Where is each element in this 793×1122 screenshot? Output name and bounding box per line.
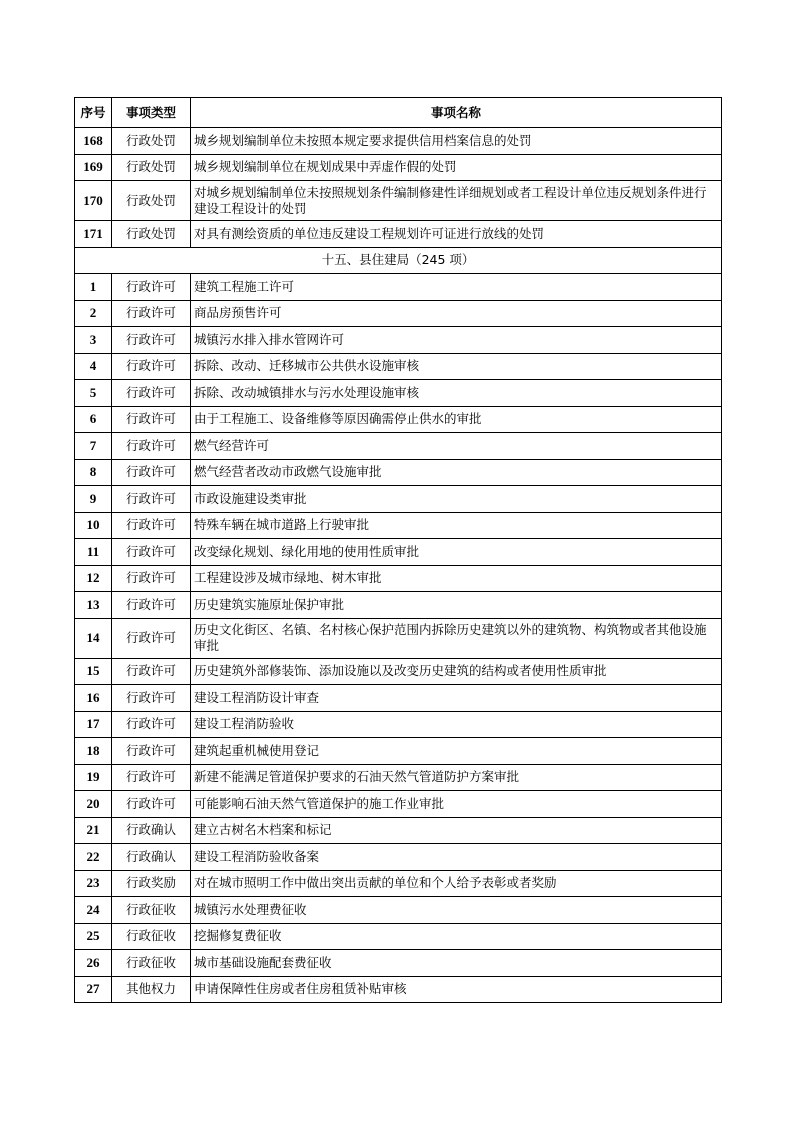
table-row [75, 844, 722, 871]
row-item-type: 行政处罚 [112, 221, 191, 248]
row-serial-number: 18 [75, 738, 112, 765]
row-item-type: 行政许可 [112, 300, 191, 327]
row-serial-number: 2 [75, 300, 112, 327]
table-row [75, 380, 722, 407]
row-serial-number: 22 [75, 844, 112, 871]
row-item-type: 行政许可 [112, 618, 191, 658]
row-item-name: 可能影响石油天然气管道保护的施工作业审批 [191, 791, 722, 818]
row-item-type: 行政许可 [112, 486, 191, 513]
row-item-name: 挖掘修复费征收 [191, 923, 722, 950]
row-item-type: 行政征收 [112, 897, 191, 924]
row-item-name: 建设工程消防验收备案 [191, 844, 722, 871]
row-item-type: 行政奖励 [112, 870, 191, 897]
row-serial-number: 171 [75, 221, 112, 248]
table-row [75, 658, 722, 685]
row-item-name: 城乡规划编制单位在规划成果中弄虚作假的处罚 [191, 154, 722, 181]
row-item-name: 新建不能满足管道保护要求的石油天然气管道防护方案审批 [191, 764, 722, 791]
row-item-type: 行政许可 [112, 711, 191, 738]
table-row [75, 486, 722, 513]
row-item-type: 行政许可 [112, 327, 191, 354]
table-row [75, 791, 722, 818]
row-item-name: 历史建筑外部修装饰、添加设施以及改变历史建筑的结构或者使用性质审批 [191, 658, 722, 685]
row-serial-number: 8 [75, 459, 112, 486]
row-item-name: 市政设施建设类审批 [191, 486, 722, 513]
row-item-name: 城乡规划编制单位未按照本规定要求提供信用档案信息的处罚 [191, 128, 722, 155]
table-row [75, 976, 722, 1003]
row-item-name: 工程建设涉及城市绿地、树木审批 [191, 565, 722, 592]
section-header-row [75, 247, 722, 274]
row-item-type: 行政许可 [112, 592, 191, 619]
row-item-type: 行政许可 [112, 459, 191, 486]
row-item-type: 其他权力 [112, 976, 191, 1003]
row-serial-number: 10 [75, 512, 112, 539]
section-title: 十五、县住建局（245 项） [75, 247, 722, 274]
row-item-type: 行政确认 [112, 817, 191, 844]
row-serial-number: 19 [75, 764, 112, 791]
row-item-name: 对城乡规划编制单位未按照规划条件编制修建性详细规划或者工程设计单位违反规划条件进行建设工程设计的处罚 [191, 181, 722, 221]
row-serial-number: 168 [75, 128, 112, 155]
row-item-type: 行政许可 [112, 685, 191, 712]
table-row [75, 817, 722, 844]
row-item-type: 行政处罚 [112, 181, 191, 221]
row-item-type: 行政许可 [112, 791, 191, 818]
row-serial-number: 12 [75, 565, 112, 592]
table-row [75, 764, 722, 791]
row-serial-number: 21 [75, 817, 112, 844]
table-row [75, 512, 722, 539]
row-serial-number: 3 [75, 327, 112, 354]
table-row [75, 406, 722, 433]
row-serial-number: 169 [75, 154, 112, 181]
header-item-name: 事项名称 [191, 98, 722, 128]
row-serial-number: 27 [75, 976, 112, 1003]
table-row [75, 897, 722, 924]
table-header-row [75, 98, 722, 128]
table-row [75, 685, 722, 712]
row-item-name: 城镇污水处理费征收 [191, 897, 722, 924]
row-item-name: 拆除、改动城镇排水与污水处理设施审核 [191, 380, 722, 407]
row-serial-number: 13 [75, 592, 112, 619]
row-item-name: 城市基础设施配套费征收 [191, 950, 722, 977]
table-row [75, 738, 722, 765]
row-item-type: 行政许可 [112, 380, 191, 407]
table-row [75, 923, 722, 950]
power-list-table [74, 97, 722, 1003]
row-serial-number: 23 [75, 870, 112, 897]
table-row [75, 870, 722, 897]
row-serial-number: 1 [75, 274, 112, 301]
row-item-name: 燃气经营者改动市政燃气设施审批 [191, 459, 722, 486]
row-item-name: 历史文化街区、名镇、名村核心保护范围内拆除历史建筑以外的建筑物、构筑物或者其他设施审批 [191, 618, 722, 658]
table-row [75, 459, 722, 486]
table-row [75, 433, 722, 460]
row-item-name: 历史建筑实施原址保护审批 [191, 592, 722, 619]
row-item-type: 行政许可 [112, 353, 191, 380]
row-item-name: 改变绿化规划、绿化用地的使用性质审批 [191, 539, 722, 566]
table-row [75, 300, 722, 327]
row-item-type: 行政处罚 [112, 128, 191, 155]
row-serial-number: 6 [75, 406, 112, 433]
table-row [75, 539, 722, 566]
row-item-type: 行政许可 [112, 433, 191, 460]
table-row [75, 327, 722, 354]
row-item-type: 行政许可 [112, 274, 191, 301]
table-row [75, 565, 722, 592]
row-serial-number: 26 [75, 950, 112, 977]
row-serial-number: 24 [75, 897, 112, 924]
row-serial-number: 20 [75, 791, 112, 818]
row-serial-number: 5 [75, 380, 112, 407]
table-row [75, 711, 722, 738]
table-row [75, 221, 722, 248]
row-item-name: 建筑工程施工许可 [191, 274, 722, 301]
row-item-name: 对在城市照明工作中做出突出贡献的单位和个人给予表彰或者奖励 [191, 870, 722, 897]
row-serial-number: 25 [75, 923, 112, 950]
row-item-name: 申请保障性住房或者住房租赁补贴审核 [191, 976, 722, 1003]
row-item-type: 行政许可 [112, 512, 191, 539]
row-item-type: 行政征收 [112, 950, 191, 977]
row-serial-number: 11 [75, 539, 112, 566]
row-item-name: 建立古树名木档案和标记 [191, 817, 722, 844]
row-serial-number: 15 [75, 658, 112, 685]
row-serial-number: 4 [75, 353, 112, 380]
row-item-name: 拆除、改动、迁移城市公共供水设施审核 [191, 353, 722, 380]
row-item-type: 行政许可 [112, 738, 191, 765]
row-item-type: 行政许可 [112, 658, 191, 685]
row-serial-number: 9 [75, 486, 112, 513]
header-serial-number: 序号 [75, 98, 112, 128]
table-row [75, 592, 722, 619]
row-item-type: 行政确认 [112, 844, 191, 871]
row-item-type: 行政许可 [112, 565, 191, 592]
table-row [75, 950, 722, 977]
row-item-name: 城镇污水排入排水管网许可 [191, 327, 722, 354]
table-row [75, 274, 722, 301]
table-row [75, 181, 722, 221]
table-row [75, 128, 722, 155]
row-item-name: 燃气经营许可 [191, 433, 722, 460]
row-serial-number: 16 [75, 685, 112, 712]
row-item-name: 由于工程施工、设备维修等原因确需停止供水的审批 [191, 406, 722, 433]
row-item-name: 建筑起重机械使用登记 [191, 738, 722, 765]
row-item-name: 建设工程消防验收 [191, 711, 722, 738]
row-item-type: 行政征收 [112, 923, 191, 950]
row-item-type: 行政许可 [112, 539, 191, 566]
row-item-type: 行政许可 [112, 764, 191, 791]
header-item-type: 事项类型 [112, 98, 191, 128]
table-row [75, 353, 722, 380]
row-item-name: 对具有测绘资质的单位违反建设工程规划许可证进行放线的处罚 [191, 221, 722, 248]
table-row [75, 618, 722, 658]
row-serial-number: 17 [75, 711, 112, 738]
row-serial-number: 14 [75, 618, 112, 658]
row-item-type: 行政处罚 [112, 154, 191, 181]
row-item-type: 行政许可 [112, 406, 191, 433]
row-serial-number: 170 [75, 181, 112, 221]
table-row [75, 154, 722, 181]
row-serial-number: 7 [75, 433, 112, 460]
row-item-name: 特殊车辆在城市道路上行驶审批 [191, 512, 722, 539]
row-item-name: 商品房预售许可 [191, 300, 722, 327]
row-item-name: 建设工程消防设计审查 [191, 685, 722, 712]
